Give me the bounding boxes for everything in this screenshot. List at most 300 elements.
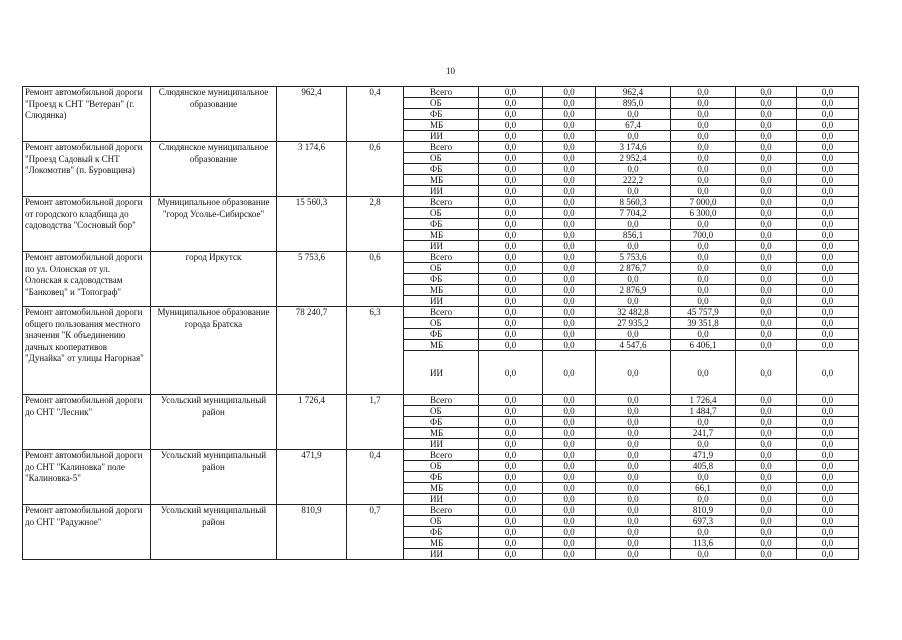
value-col-1: 0,0	[479, 505, 543, 516]
table-row	[23, 87, 859, 98]
value-col-6: 0,0	[797, 351, 859, 395]
project-cost: 5 753,6	[277, 252, 347, 307]
value-col-3: 2 952,4	[596, 153, 671, 164]
value-col-2: 0,0	[543, 406, 596, 417]
value-col-1: 0,0	[479, 241, 543, 252]
funding-source: ОБ	[404, 516, 479, 527]
value-col-5: 0,0	[736, 186, 797, 197]
value-col-1: 0,0	[479, 307, 543, 318]
funding-source: Всего	[404, 307, 479, 318]
value-col-1: 0,0	[479, 285, 543, 296]
funding-source: Всего	[404, 450, 479, 461]
value-col-5: 0,0	[736, 516, 797, 527]
value-col-2: 0,0	[543, 175, 596, 186]
project-cost: 810,9	[277, 505, 347, 560]
funding-source: ОБ	[404, 406, 479, 417]
value-col-2: 0,0	[543, 98, 596, 109]
funding-source: ФБ	[404, 109, 479, 120]
value-col-3: 32 482,8	[596, 307, 671, 318]
value-col-3: 4 547,6	[596, 340, 671, 351]
value-col-6: 0,0	[797, 120, 859, 131]
funding-source: ИИ	[404, 186, 479, 197]
value-col-6: 0,0	[797, 252, 859, 263]
value-col-5: 0,0	[736, 296, 797, 307]
value-col-1: 0,0	[479, 351, 543, 395]
value-col-5: 0,0	[736, 109, 797, 120]
value-col-5: 0,0	[736, 230, 797, 241]
value-col-1: 0,0	[479, 186, 543, 197]
value-col-5: 0,0	[736, 131, 797, 142]
value-col-5: 0,0	[736, 87, 797, 98]
value-col-5: 0,0	[736, 120, 797, 131]
funding-source: ИИ	[404, 439, 479, 450]
value-col-1: 0,0	[479, 395, 543, 406]
value-col-3: 0,0	[596, 274, 671, 285]
funding-source: Всего	[404, 505, 479, 516]
value-col-6: 0,0	[797, 241, 859, 252]
value-col-5: 0,0	[736, 263, 797, 274]
municipality: Усольский муниципальный район	[151, 450, 277, 505]
value-col-2: 0,0	[543, 219, 596, 230]
value-col-5: 0,0	[736, 549, 797, 560]
value-col-4: 0,0	[671, 263, 736, 274]
value-col-5: 0,0	[736, 417, 797, 428]
value-col-6: 0,0	[797, 428, 859, 439]
table-body	[23, 87, 859, 560]
value-col-5: 0,0	[736, 351, 797, 395]
value-col-1: 0,0	[479, 439, 543, 450]
value-col-5: 0,0	[736, 494, 797, 505]
value-col-6: 0,0	[797, 538, 859, 549]
value-col-4: 0,0	[671, 329, 736, 340]
value-col-4: 405,8	[671, 461, 736, 472]
funding-source: ИИ	[404, 296, 479, 307]
municipality: город Иркутск	[151, 252, 277, 307]
value-col-6: 0,0	[797, 307, 859, 318]
value-col-3: 0,0	[596, 538, 671, 549]
funding-source: ОБ	[404, 208, 479, 219]
value-col-6: 0,0	[797, 461, 859, 472]
value-col-6: 0,0	[797, 208, 859, 219]
value-col-3: 0,0	[596, 461, 671, 472]
value-col-3: 0,0	[596, 241, 671, 252]
value-col-1: 0,0	[479, 549, 543, 560]
value-col-6: 0,0	[797, 417, 859, 428]
value-col-5: 0,0	[736, 241, 797, 252]
value-col-2: 0,0	[543, 241, 596, 252]
value-col-2: 0,0	[543, 351, 596, 395]
value-col-4: 0,0	[671, 219, 736, 230]
value-col-6: 0,0	[797, 395, 859, 406]
value-col-4: 0,0	[671, 417, 736, 428]
value-col-2: 0,0	[543, 494, 596, 505]
funding-source: МБ	[404, 538, 479, 549]
value-col-3: 2 876,9	[596, 285, 671, 296]
value-col-3: 0,0	[596, 450, 671, 461]
value-col-5: 0,0	[736, 461, 797, 472]
funding-source: МБ	[404, 340, 479, 351]
value-col-5: 0,0	[736, 340, 797, 351]
value-col-5: 0,0	[736, 329, 797, 340]
value-col-3: 0,0	[596, 219, 671, 230]
value-col-3: 0,0	[596, 395, 671, 406]
value-col-6: 0,0	[797, 219, 859, 230]
road-length-km: 6,3	[347, 307, 404, 395]
value-col-4: 113,6	[671, 538, 736, 549]
value-col-5: 0,0	[736, 527, 797, 538]
value-col-6: 0,0	[797, 109, 859, 120]
project-cost: 962,4	[277, 87, 347, 142]
value-col-6: 0,0	[797, 263, 859, 274]
value-col-3: 27 935,2	[596, 318, 671, 329]
value-col-6: 0,0	[797, 153, 859, 164]
value-col-3: 0,0	[596, 439, 671, 450]
value-col-3: 0,0	[596, 164, 671, 175]
value-col-2: 0,0	[543, 527, 596, 538]
value-col-5: 0,0	[736, 164, 797, 175]
value-col-2: 0,0	[543, 439, 596, 450]
funding-source: ИИ	[404, 241, 479, 252]
value-col-3: 0,0	[596, 131, 671, 142]
value-col-2: 0,0	[543, 450, 596, 461]
value-col-5: 0,0	[736, 153, 797, 164]
value-col-6: 0,0	[797, 472, 859, 483]
project-name: Ремонт автомобильной дороги до СНТ "Радужное"	[23, 505, 151, 560]
value-col-1: 0,0	[479, 329, 543, 340]
funding-source: ОБ	[404, 263, 479, 274]
project-cost: 1 726,4	[277, 395, 347, 450]
value-col-2: 0,0	[543, 395, 596, 406]
road-repair-budget-table	[22, 86, 859, 560]
funding-source: ОБ	[404, 98, 479, 109]
value-col-5: 0,0	[736, 197, 797, 208]
value-col-2: 0,0	[543, 417, 596, 428]
municipality: Слюдянское муниципальное образование	[151, 87, 277, 142]
value-col-3: 222,2	[596, 175, 671, 186]
value-col-2: 0,0	[543, 428, 596, 439]
value-col-2: 0,0	[543, 538, 596, 549]
project-cost: 3 174,6	[277, 142, 347, 197]
municipality: Муниципальное образование "город Усолье-Сибирское"	[151, 197, 277, 252]
value-col-3: 0,0	[596, 186, 671, 197]
funding-source: ИИ	[404, 549, 479, 560]
value-col-3: 0,0	[596, 351, 671, 395]
value-col-3: 0,0	[596, 494, 671, 505]
road-length-km: 2,8	[347, 197, 404, 252]
value-col-1: 0,0	[479, 87, 543, 98]
value-col-6: 0,0	[797, 318, 859, 329]
municipality: Усольский муниципальный район	[151, 395, 277, 450]
value-col-4: 0,0	[671, 296, 736, 307]
value-col-5: 0,0	[736, 208, 797, 219]
value-col-6: 0,0	[797, 164, 859, 175]
value-col-1: 0,0	[479, 197, 543, 208]
value-col-4: 0,0	[671, 131, 736, 142]
value-col-6: 0,0	[797, 98, 859, 109]
value-col-1: 0,0	[479, 252, 543, 263]
value-col-5: 0,0	[736, 285, 797, 296]
value-col-3: 856,1	[596, 230, 671, 241]
municipality: Муниципальное образование города Братска	[151, 307, 277, 395]
value-col-6: 0,0	[797, 494, 859, 505]
value-col-2: 0,0	[543, 516, 596, 527]
table-row	[23, 142, 859, 153]
value-col-3: 67,4	[596, 120, 671, 131]
value-col-5: 0,0	[736, 274, 797, 285]
value-col-4: 700,0	[671, 230, 736, 241]
value-col-6: 0,0	[797, 274, 859, 285]
value-col-1: 0,0	[479, 164, 543, 175]
value-col-1: 0,0	[479, 142, 543, 153]
value-col-3: 7 704,2	[596, 208, 671, 219]
value-col-2: 0,0	[543, 505, 596, 516]
funding-source: ФБ	[404, 527, 479, 538]
value-col-1: 0,0	[479, 109, 543, 120]
funding-source: ОБ	[404, 461, 479, 472]
road-length-km: 0,7	[347, 505, 404, 560]
value-col-6: 0,0	[797, 516, 859, 527]
value-col-2: 0,0	[543, 461, 596, 472]
value-col-5: 0,0	[736, 395, 797, 406]
value-col-2: 0,0	[543, 296, 596, 307]
value-col-1: 0,0	[479, 131, 543, 142]
value-col-1: 0,0	[479, 494, 543, 505]
value-col-2: 0,0	[543, 252, 596, 263]
value-col-6: 0,0	[797, 186, 859, 197]
value-col-6: 0,0	[797, 329, 859, 340]
value-col-3: 0,0	[596, 296, 671, 307]
value-col-1: 0,0	[479, 450, 543, 461]
value-col-5: 0,0	[736, 538, 797, 549]
funding-source: ОБ	[404, 318, 479, 329]
value-col-5: 0,0	[736, 406, 797, 417]
funding-source: ФБ	[404, 329, 479, 340]
road-length-km: 0,4	[347, 87, 404, 142]
value-col-5: 0,0	[736, 219, 797, 230]
value-col-4: 0,0	[671, 285, 736, 296]
value-col-2: 0,0	[543, 120, 596, 131]
value-col-6: 0,0	[797, 340, 859, 351]
value-col-3: 0,0	[596, 406, 671, 417]
value-col-3: 3 174,6	[596, 142, 671, 153]
value-col-6: 0,0	[797, 87, 859, 98]
funding-source: ФБ	[404, 164, 479, 175]
value-col-5: 0,0	[736, 483, 797, 494]
value-col-6: 0,0	[797, 527, 859, 538]
project-cost: 471,9	[277, 450, 347, 505]
value-col-1: 0,0	[479, 263, 543, 274]
funding-source: ИИ	[404, 494, 479, 505]
value-col-4: 0,0	[671, 252, 736, 263]
value-col-2: 0,0	[543, 263, 596, 274]
value-col-4: 1 484,7	[671, 406, 736, 417]
value-col-4: 0,0	[671, 241, 736, 252]
value-col-1: 0,0	[479, 318, 543, 329]
value-col-5: 0,0	[736, 252, 797, 263]
road-length-km: 0,6	[347, 252, 404, 307]
road-length-km: 0,4	[347, 450, 404, 505]
value-col-1: 0,0	[479, 461, 543, 472]
value-col-3: 2 876,7	[596, 263, 671, 274]
value-col-2: 0,0	[543, 307, 596, 318]
table-row	[23, 395, 859, 406]
value-col-1: 0,0	[479, 428, 543, 439]
value-col-2: 0,0	[543, 329, 596, 340]
value-col-4: 0,0	[671, 549, 736, 560]
value-col-1: 0,0	[479, 472, 543, 483]
value-col-4: 0,0	[671, 87, 736, 98]
value-col-5: 0,0	[736, 428, 797, 439]
value-col-4: 810,9	[671, 505, 736, 516]
value-col-4: 0,0	[671, 164, 736, 175]
value-col-2: 0,0	[543, 472, 596, 483]
value-col-1: 0,0	[479, 417, 543, 428]
value-col-2: 0,0	[543, 483, 596, 494]
project-name: Ремонт автомобильной дороги до СНТ "Лесник"	[23, 395, 151, 450]
table-row	[23, 307, 859, 318]
value-col-4: 0,0	[671, 439, 736, 450]
value-col-5: 0,0	[736, 98, 797, 109]
road-length-km: 1,7	[347, 395, 404, 450]
value-col-2: 0,0	[543, 197, 596, 208]
value-col-6: 0,0	[797, 439, 859, 450]
value-col-4: 45 757,9	[671, 307, 736, 318]
funding-source: Всего	[404, 142, 479, 153]
value-col-6: 0,0	[797, 285, 859, 296]
value-col-6: 0,0	[797, 131, 859, 142]
value-col-2: 0,0	[543, 230, 596, 241]
project-cost: 78 240,7	[277, 307, 347, 395]
funding-source: Всего	[404, 252, 479, 263]
value-col-6: 0,0	[797, 197, 859, 208]
value-col-5: 0,0	[736, 439, 797, 450]
value-col-3: 0,0	[596, 549, 671, 560]
value-col-3: 0,0	[596, 516, 671, 527]
value-col-3: 0,0	[596, 428, 671, 439]
funding-source: ИИ	[404, 131, 479, 142]
value-col-1: 0,0	[479, 483, 543, 494]
funding-source: МБ	[404, 428, 479, 439]
value-col-4: 0,0	[671, 109, 736, 120]
value-col-4: 0,0	[671, 98, 736, 109]
value-col-6: 0,0	[797, 406, 859, 417]
value-col-5: 0,0	[736, 142, 797, 153]
value-col-3: 0,0	[596, 329, 671, 340]
value-col-1: 0,0	[479, 340, 543, 351]
value-col-3: 0,0	[596, 527, 671, 538]
municipality: Слюдянское муниципальное образование	[151, 142, 277, 197]
project-name: Ремонт автомобильной дороги до СНТ "Калиновка" поле "Калиновка-5"	[23, 450, 151, 505]
value-col-2: 0,0	[543, 142, 596, 153]
value-col-1: 0,0	[479, 527, 543, 538]
value-col-3: 0,0	[596, 483, 671, 494]
table-row	[23, 252, 859, 263]
value-col-4: 0,0	[671, 274, 736, 285]
road-length-km: 0,6	[347, 142, 404, 197]
value-col-4: 0,0	[671, 472, 736, 483]
value-col-2: 0,0	[543, 340, 596, 351]
value-col-5: 0,0	[736, 318, 797, 329]
funding-source: Всего	[404, 197, 479, 208]
value-col-1: 0,0	[479, 296, 543, 307]
value-col-1: 0,0	[479, 175, 543, 186]
value-col-4: 0,0	[671, 175, 736, 186]
value-col-3: 5 753,6	[596, 252, 671, 263]
value-col-6: 0,0	[797, 549, 859, 560]
municipality: Усольский муниципальный район	[151, 505, 277, 560]
funding-source: МБ	[404, 285, 479, 296]
project-name: Ремонт автомобильной дороги общего пользования местного значения "К объединению дачных кооперативов "Дунайка" от улицы Нагорная"	[23, 307, 151, 395]
value-col-4: 6 300,0	[671, 208, 736, 219]
value-col-5: 0,0	[736, 307, 797, 318]
funding-source: ФБ	[404, 274, 479, 285]
value-col-1: 0,0	[479, 406, 543, 417]
funding-source: ИИ	[404, 351, 479, 395]
page-number: 10	[446, 66, 455, 76]
value-col-4: 0,0	[671, 351, 736, 395]
value-col-5: 0,0	[736, 175, 797, 186]
funding-source: ОБ	[404, 153, 479, 164]
value-col-4: 0,0	[671, 120, 736, 131]
value-col-4: 471,9	[671, 450, 736, 461]
value-col-4: 66,1	[671, 483, 736, 494]
value-col-4: 7 000,0	[671, 197, 736, 208]
table-row	[23, 505, 859, 516]
value-col-6: 0,0	[797, 230, 859, 241]
value-col-6: 0,0	[797, 505, 859, 516]
value-col-3: 0,0	[596, 417, 671, 428]
value-col-1: 0,0	[479, 230, 543, 241]
value-col-6: 0,0	[797, 142, 859, 153]
project-name: Ремонт автомобильной дороги от городского кладбища до садоводства "Сосновый бор"	[23, 197, 151, 252]
value-col-2: 0,0	[543, 274, 596, 285]
value-col-2: 0,0	[543, 153, 596, 164]
value-col-4: 241,7	[671, 428, 736, 439]
value-col-2: 0,0	[543, 318, 596, 329]
project-name: Ремонт автомобильной дороги "Проезд к СНТ "Ветеран" (г. Слюдянка)	[23, 87, 151, 142]
value-col-4: 1 726,4	[671, 395, 736, 406]
project-cost: 15 560,3	[277, 197, 347, 252]
value-col-2: 0,0	[543, 164, 596, 175]
value-col-1: 0,0	[479, 98, 543, 109]
value-col-6: 0,0	[797, 296, 859, 307]
funding-source: МБ	[404, 230, 479, 241]
funding-source: Всего	[404, 395, 479, 406]
value-col-2: 0,0	[543, 285, 596, 296]
value-col-2: 0,0	[543, 549, 596, 560]
funding-source: ФБ	[404, 219, 479, 230]
value-col-3: 8 560,3	[596, 197, 671, 208]
value-col-4: 0,0	[671, 494, 736, 505]
value-col-1: 0,0	[479, 208, 543, 219]
value-col-1: 0,0	[479, 219, 543, 230]
value-col-5: 0,0	[736, 505, 797, 516]
value-col-3: 0,0	[596, 472, 671, 483]
value-col-4: 0,0	[671, 186, 736, 197]
value-col-3: 962,4	[596, 87, 671, 98]
value-col-3: 895,0	[596, 98, 671, 109]
funding-source: Всего	[404, 87, 479, 98]
value-col-2: 0,0	[543, 87, 596, 98]
value-col-5: 0,0	[736, 450, 797, 461]
value-col-1: 0,0	[479, 153, 543, 164]
table-row	[23, 450, 859, 461]
value-col-4: 0,0	[671, 142, 736, 153]
value-col-1: 0,0	[479, 274, 543, 285]
value-col-2: 0,0	[543, 208, 596, 219]
value-col-3: 0,0	[596, 505, 671, 516]
funding-source: ФБ	[404, 472, 479, 483]
